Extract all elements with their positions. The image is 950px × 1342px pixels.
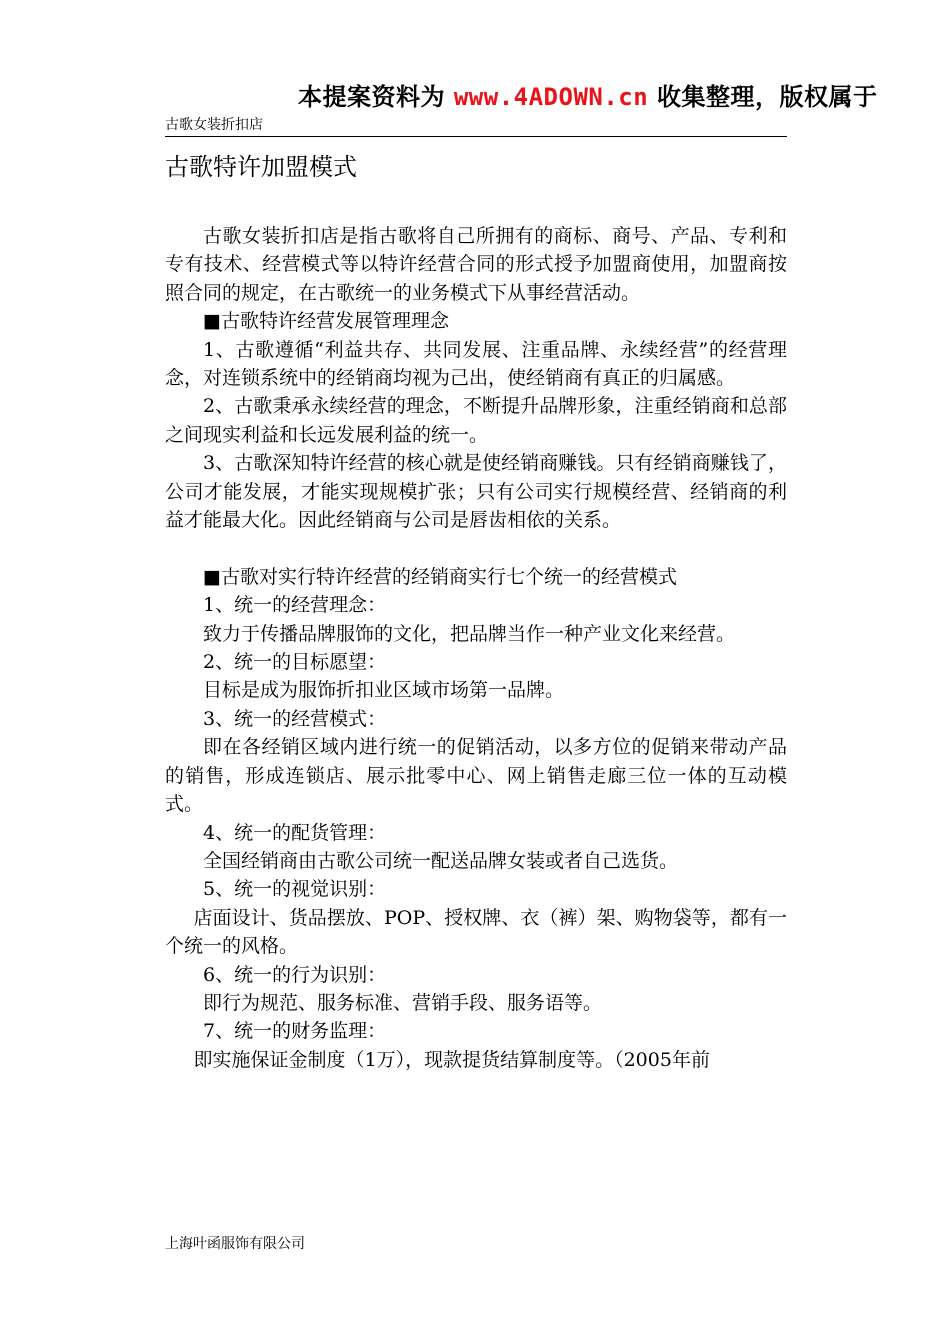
unified-item-text: 目标是成为服饰折扣业区域市场第一品牌。 — [203, 679, 565, 702]
unified-item-heading: 5、统一的视觉识别： — [203, 878, 387, 901]
banner-suffix: 收集整理，版权属于 — [648, 83, 878, 111]
unified-item-text: 全国经销商由古歌公司统一配送品牌女装或者自己选货。 — [203, 849, 679, 872]
intro-paragraph: 古歌女装折扣店是指古歌将自己所拥有的商标、商号、产品、专利和专有技术、经营模式等以特许经营合同的形式授予加盟商使用，加盟商按照合同的规定，在古歌统一的业务模式下从事经营活动。 — [165, 225, 787, 304]
footer-company: 上海叶函服饰有限公司 — [165, 1236, 305, 1252]
banner-site-link[interactable]: www.4ADOWN.cn — [453, 83, 649, 111]
unified-item-text: 即行为规范、服务标准、营销手段、服务语等。 — [203, 991, 603, 1014]
unified-item-text: 店面设计、货品摆放、POP、授权牌、衣（裤）架、购物袋等，都有一个统一的风格。 — [165, 906, 787, 958]
philosophy-item-3: 3、古歌深知特许经营的核心就是使经销商赚钱。只有经销商赚钱了，公司才能发展，才能实现规模扩张；只有公司实行规模经营、经销商的利益才能最大化。因此经销商与公司是唇齿相依的关系。 — [165, 452, 787, 532]
unified-item-heading: 4、统一的配货管理： — [203, 821, 387, 844]
watermark-banner — [298, 80, 878, 114]
document-body — [165, 222, 787, 1074]
page-title: 古歌特许加盟模式 — [165, 153, 357, 181]
unified-item-heading: 1、统一的经营理念： — [203, 594, 387, 617]
paragraph-spacer — [165, 534, 787, 562]
unified-item-heading: 3、统一的经营模式： — [203, 707, 387, 730]
unified-item-heading: 2、统一的目标愿望： — [203, 651, 387, 674]
section-heading-seven-unified: ■古歌对实行特许经营的经销商实行七个统一的经营模式 — [203, 565, 677, 588]
running-header: 古歌女装折扣店 — [165, 114, 787, 137]
unified-item-text: 即在各经销区域内进行统一的促销活动，以多方位的促销来带动产品的销售，形成连锁店、展示批零中心、网上销售走廊三位一体的互动模式。 — [165, 736, 787, 816]
banner-prefix: 本提案资料为 — [298, 83, 454, 111]
philosophy-item-2: 2、古歌秉承永续经营的理念，不断提升品牌形象，注重经销商和总部之间现实利益和长远发展利益的统一。 — [165, 395, 787, 446]
unified-item-heading: 6、统一的行为识别： — [203, 963, 387, 986]
unified-item-heading: 7、统一的财务监理： — [203, 1020, 387, 1043]
section-heading-philosophy: ■古歌特许经营发展管理理念 — [203, 310, 449, 333]
unified-item-text: 致力于传播品牌服饰的文化，把品牌当作一种产业文化来经营。 — [203, 622, 736, 645]
unified-item-text: 即实施保证金制度（1万），现款提货结算制度等。（2005年前 — [193, 1048, 710, 1071]
philosophy-item-1: 1、古歌遵循“利益共存、共同发展、注重品牌、永续经营”的经营理念，对连锁系统中的经销商均视为己出，使经销商有真正的归属感。 — [165, 338, 787, 390]
